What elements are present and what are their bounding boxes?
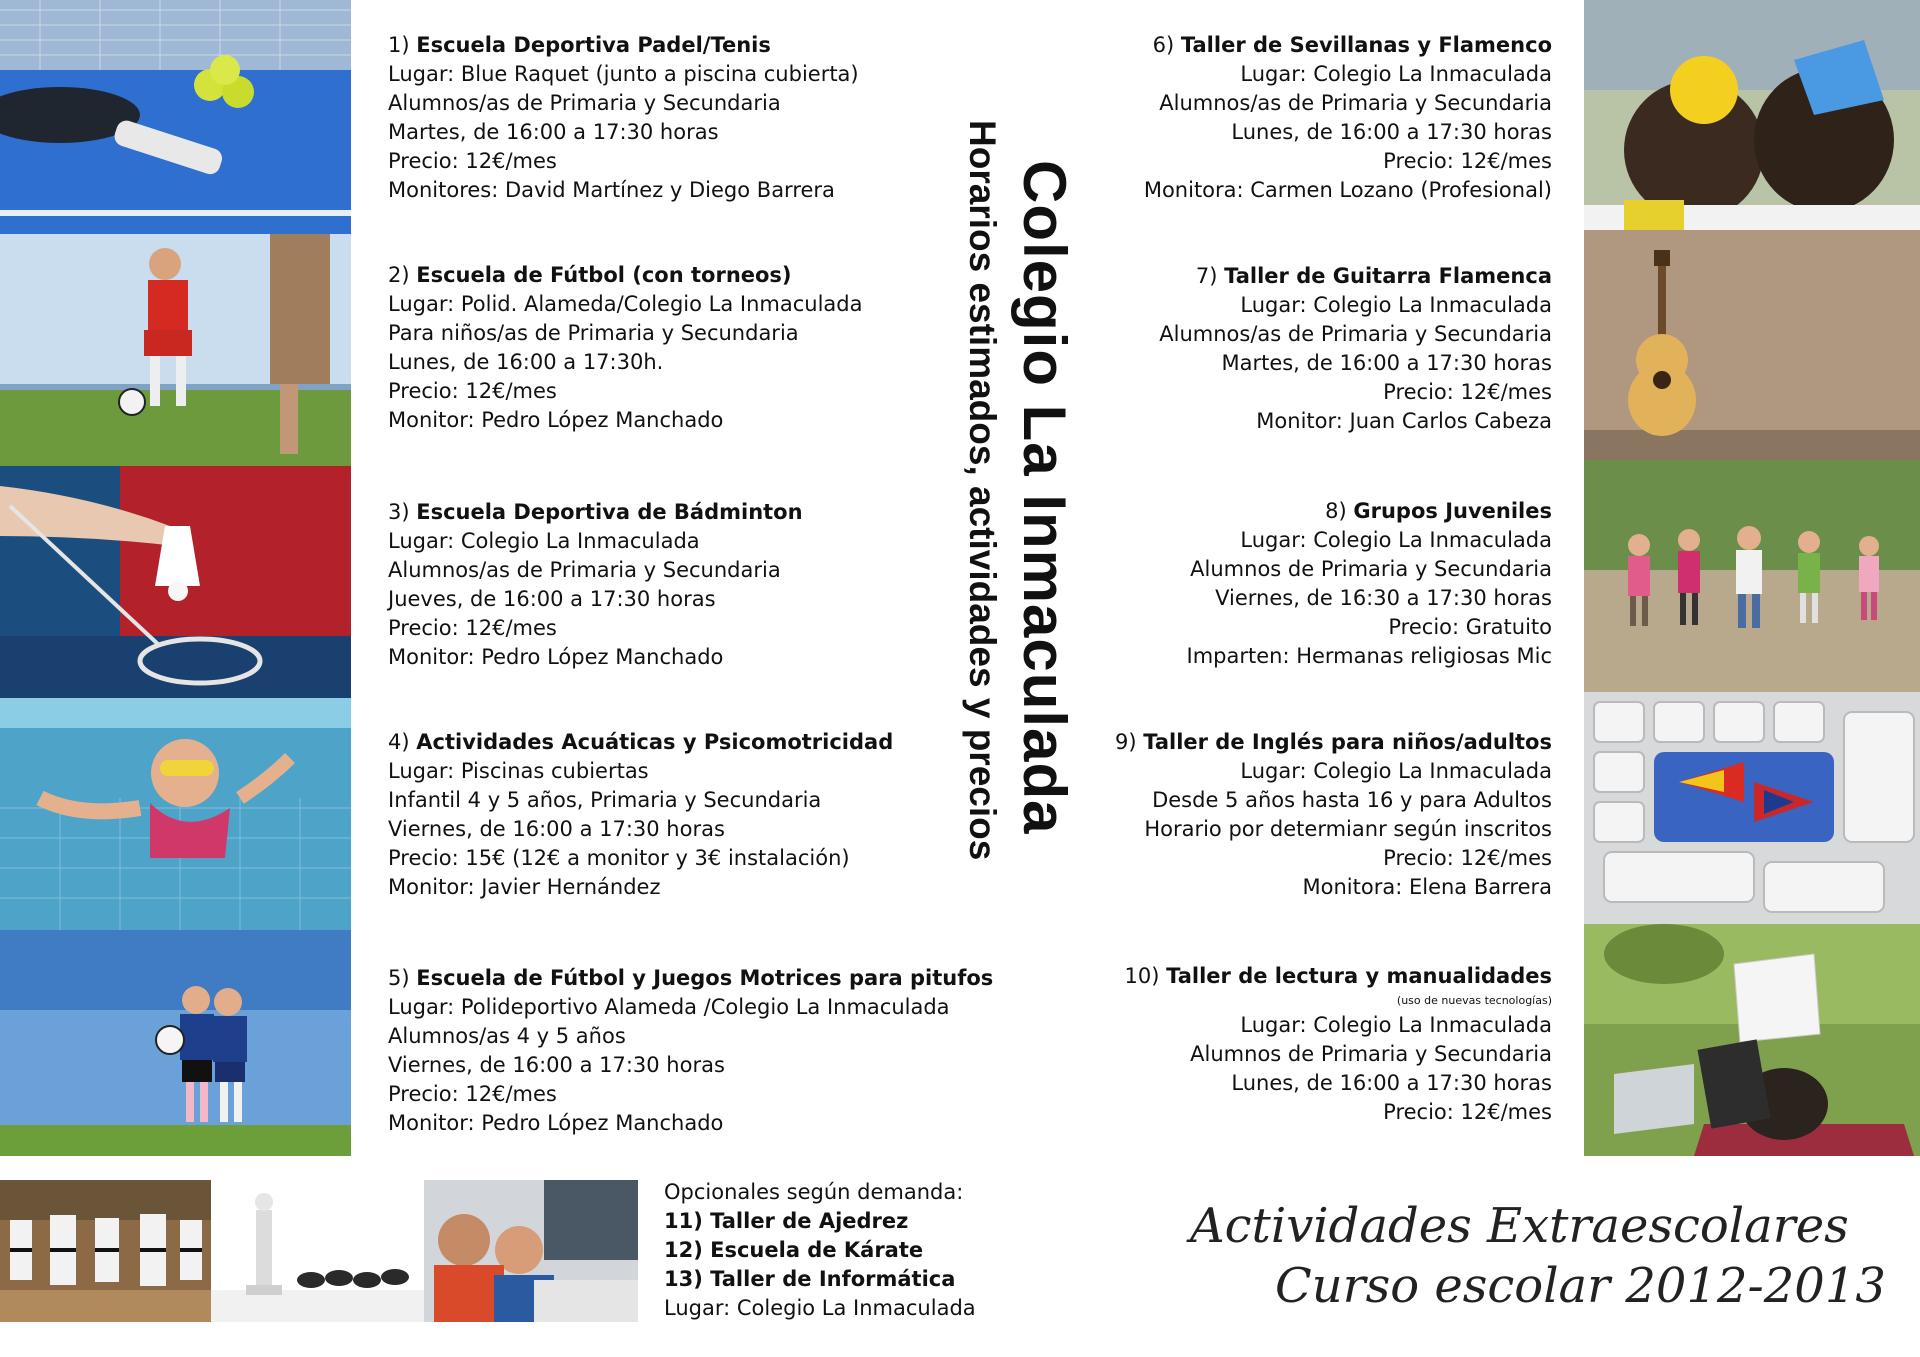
activity-number: 10) bbox=[1124, 964, 1160, 988]
activity-instructor: Monitor: Pedro López Manchado bbox=[388, 645, 724, 669]
vertical-title bbox=[940, 120, 1080, 900]
activity-audience: Alumnos/as de Primaria y Secundaria bbox=[1159, 322, 1552, 346]
footer-course: Curso escolar 2012-2013 bbox=[1275, 1258, 1886, 1314]
activity-audience: Alumnos de Primaria y Secundaria bbox=[1190, 557, 1552, 581]
optional-item: 12) Escuela de Kárate bbox=[664, 1238, 924, 1262]
activity-place: Lugar: Colegio La Inmaculada bbox=[1240, 293, 1552, 317]
activity-schedule: Martes, de 16:00 a 17:30 horas bbox=[388, 120, 719, 144]
underwater-swim-photo bbox=[0, 698, 351, 930]
activity-5 bbox=[388, 964, 993, 1138]
activity-title: Escuela de Fútbol (con torneos) bbox=[416, 263, 792, 287]
optional-place: Lugar: Colegio La Inmaculada bbox=[664, 1296, 976, 1320]
activity-instructor: Monitor: Javier Hernández bbox=[388, 875, 661, 899]
activity-place: Lugar: Colegio La Inmaculada bbox=[1240, 759, 1552, 783]
activity-number: 1) bbox=[388, 33, 410, 57]
optional-heading: Opcionales según demanda: bbox=[664, 1180, 964, 1204]
activity-title: Taller de Inglés para niños/adultos bbox=[1143, 730, 1552, 754]
optional-item: 11) Taller de Ajedrez bbox=[664, 1209, 909, 1233]
optional-item: 13) Taller de Informática bbox=[664, 1267, 956, 1291]
footer-title: Actividades Extraescolares bbox=[1190, 1198, 1849, 1254]
activity-price: Precio: 12€/mes bbox=[388, 149, 557, 173]
karate-photo bbox=[0, 1180, 211, 1322]
activity-4 bbox=[388, 728, 893, 902]
activity-number: 2) bbox=[388, 263, 410, 287]
activity-place: Lugar: Colegio La Inmaculada bbox=[388, 529, 700, 553]
activity-schedule: Jueves, de 16:00 a 17:30 horas bbox=[388, 587, 716, 611]
reading-grass-photo bbox=[1584, 924, 1920, 1156]
activity-instructor: Monitora: Elena Barrera bbox=[1302, 875, 1552, 899]
activity-schedule: Lunes, de 16:00 a 17:30 horas bbox=[1231, 1071, 1552, 1095]
optional-activities bbox=[664, 1178, 976, 1323]
activity-audience: Desde 5 años hasta 16 y para Adultos bbox=[1152, 788, 1552, 812]
activity-audience: Alumnos/as 4 y 5 años bbox=[388, 1024, 626, 1048]
guitar-photo bbox=[1584, 230, 1920, 460]
activity-price: Precio: Gratuito bbox=[1388, 615, 1552, 639]
school-title: Colegio La Inmaculada bbox=[1011, 160, 1078, 835]
activity-title: Escuela Deportiva Padel/Tenis bbox=[416, 33, 771, 57]
activity-number: 4) bbox=[388, 730, 410, 754]
activity-instructor: Imparten: Hermanas religiosas Mic bbox=[1186, 644, 1552, 668]
activity-price: Precio: 12€/mes bbox=[1383, 380, 1552, 404]
activity-title: Escuela Deportiva de Bádminton bbox=[416, 500, 803, 524]
activity-place: Lugar: Blue Raquet (junto a piscina cubierta) bbox=[388, 62, 859, 86]
padel-tennis-photo bbox=[0, 0, 351, 234]
activity-title: Taller de Guitarra Flamenca bbox=[1224, 264, 1552, 288]
activity-schedule: Viernes, de 16:00 a 17:30 horas bbox=[388, 817, 725, 841]
activity-title: Grupos Juveniles bbox=[1353, 499, 1552, 523]
activity-note: (uso de nuevas tecnologías) bbox=[1396, 994, 1552, 1007]
activity-number: 7) bbox=[1195, 264, 1218, 288]
activity-instructor: Monitor: Juan Carlos Cabeza bbox=[1256, 409, 1552, 433]
activity-schedule: Lunes, de 16:00 a 17:30 horas bbox=[1231, 120, 1552, 144]
football-kid-photo bbox=[0, 234, 351, 466]
activity-schedule: Martes, de 16:00 a 17:30 horas bbox=[1221, 351, 1552, 375]
activity-instructor: Monitora: Carmen Lozano (Profesional) bbox=[1143, 178, 1552, 202]
activity-6 bbox=[1144, 31, 1552, 205]
activity-price: Precio: 12€/mes bbox=[388, 1082, 557, 1106]
activity-audience: Alumnos de Primaria y Secundaria bbox=[1190, 1042, 1552, 1066]
activity-number: 6) bbox=[1152, 33, 1175, 57]
activity-8 bbox=[1187, 497, 1553, 671]
activity-price: Precio: 12€/mes bbox=[1383, 1100, 1552, 1124]
activity-instructor: Monitores: David Martínez y Diego Barrera bbox=[388, 178, 835, 202]
flamenco-photo bbox=[1584, 0, 1920, 230]
activity-10 bbox=[1124, 962, 1552, 1127]
computer-kids-photo bbox=[424, 1180, 638, 1322]
keyboard-flags-photo bbox=[1584, 692, 1920, 924]
activity-1 bbox=[388, 31, 859, 205]
school-subtitle: Horarios estimados, actividades y precios bbox=[962, 120, 1003, 861]
activity-audience: Infantil 4 y 5 años, Primaria y Secundaria bbox=[388, 788, 822, 812]
activity-3 bbox=[388, 498, 803, 672]
activity-schedule: Lunes, de 16:00 a 17:30h. bbox=[388, 350, 664, 374]
activity-place: Lugar: Polideportivo Alameda /Colegio La Inmaculada bbox=[388, 995, 950, 1019]
kids-running-photo bbox=[1584, 460, 1920, 692]
activity-place: Lugar: Polid. Alameda/Colegio La Inmaculada bbox=[388, 292, 863, 316]
activity-place: Lugar: Colegio La Inmaculada bbox=[1240, 528, 1552, 552]
activity-price: Precio: 12€/mes bbox=[388, 616, 557, 640]
activity-place: Lugar: Colegio La Inmaculada bbox=[1240, 62, 1552, 86]
activity-schedule: Horario por determianr según inscritos bbox=[1144, 817, 1552, 841]
activity-audience: Alumnos/as de Primaria y Secundaria bbox=[388, 91, 781, 115]
activity-title: Taller de lectura y manualidades bbox=[1166, 964, 1552, 988]
activity-price: Precio: 12€/mes bbox=[1383, 149, 1552, 173]
activity-schedule: Viernes, de 16:00 a 17:30 horas bbox=[388, 1053, 725, 1077]
activity-number: 9) bbox=[1114, 730, 1137, 754]
activity-2 bbox=[388, 261, 862, 435]
activity-audience: Alumnos/as de Primaria y Secundaria bbox=[1159, 91, 1552, 115]
activity-price: Precio: 12€/mes bbox=[1383, 846, 1552, 870]
activity-schedule: Viernes, de 16:30 a 17:30 horas bbox=[1215, 586, 1552, 610]
activity-9 bbox=[1115, 728, 1552, 902]
activity-price: Precio: 15€ (12€ a monitor y 3€ instalación) bbox=[388, 846, 850, 870]
activity-number: 3) bbox=[388, 500, 410, 524]
activity-number: 5) bbox=[388, 966, 410, 990]
activity-number: 8) bbox=[1325, 499, 1347, 523]
activity-place: Lugar: Colegio La Inmaculada bbox=[1240, 1013, 1552, 1037]
activity-title: Escuela de Fútbol y Juegos Motrices para pitufos bbox=[416, 966, 994, 990]
badminton-photo bbox=[0, 466, 351, 698]
activity-audience: Para niños/as de Primaria y Secundaria bbox=[388, 321, 799, 345]
activity-place: Lugar: Piscinas cubiertas bbox=[388, 759, 649, 783]
activity-price: Precio: 12€/mes bbox=[388, 379, 557, 403]
chess-photo bbox=[211, 1180, 424, 1322]
activity-instructor: Monitor: Pedro López Manchado bbox=[388, 408, 724, 432]
activity-title: Taller de Sevillanas y Flamenco bbox=[1180, 33, 1552, 57]
activity-7 bbox=[1159, 262, 1552, 436]
activity-instructor: Monitor: Pedro López Manchado bbox=[388, 1111, 724, 1135]
activity-audience: Alumnos/as de Primaria y Secundaria bbox=[388, 558, 781, 582]
activity-title: Actividades Acuáticas y Psicomotricidad bbox=[416, 730, 894, 754]
kids-football-photo bbox=[0, 930, 351, 1156]
